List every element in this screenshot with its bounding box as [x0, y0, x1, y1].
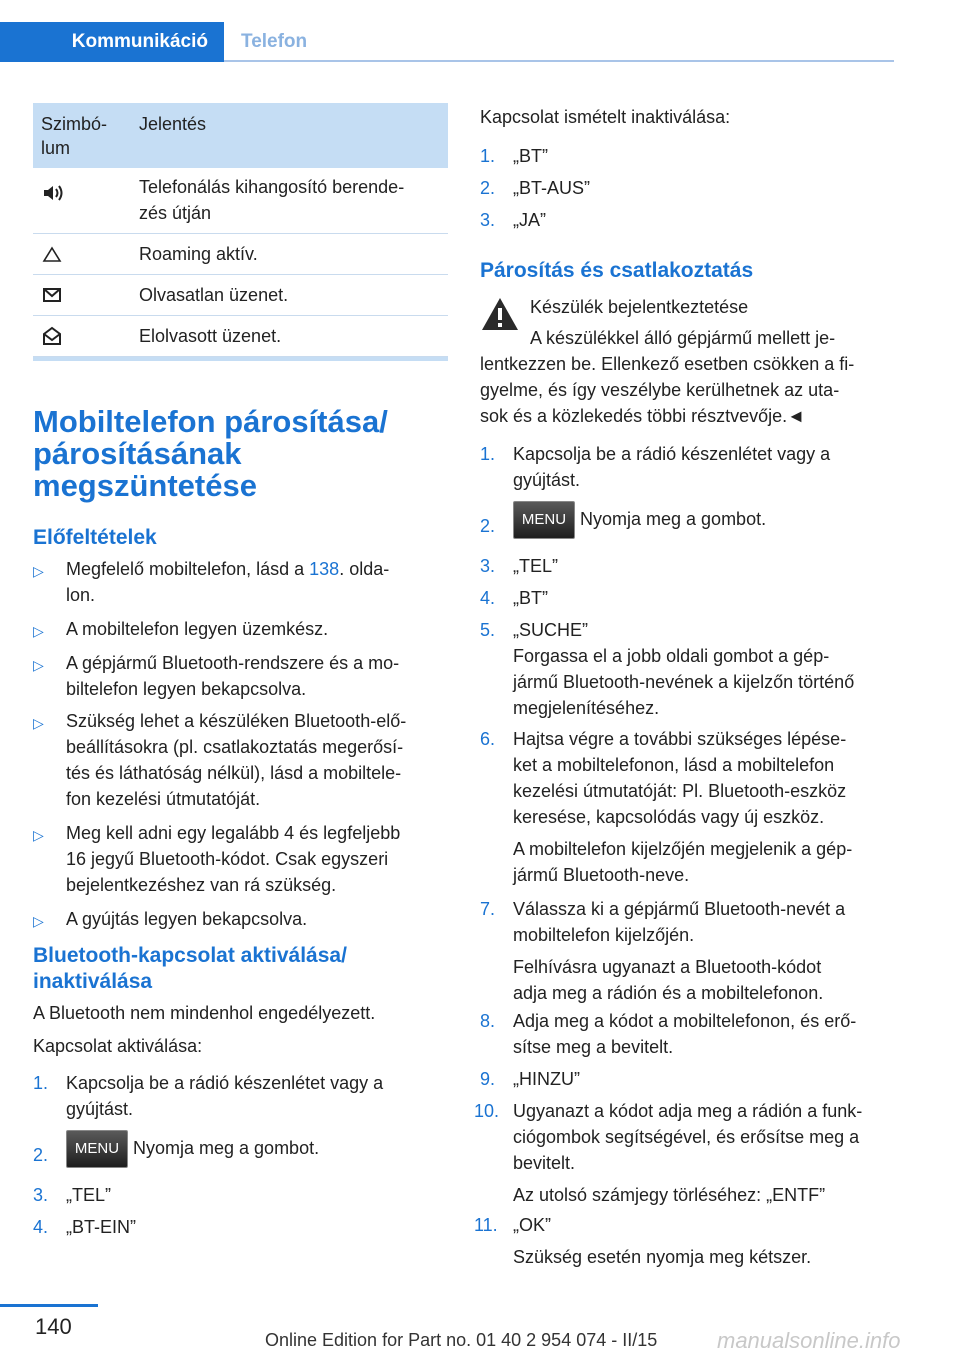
pairing-steps: [474, 441, 900, 1270]
bullet-icon: ▷: [33, 715, 44, 731]
symbol-meaning: Roaming aktív.: [139, 244, 258, 264]
list-item: 2. MENU Nyomja meg a gombot.: [33, 1130, 448, 1182]
list-item: ▷ A gyújtás legyen bekapcsolva.: [33, 906, 448, 936]
prereq-heading: Előfeltételek: [33, 526, 157, 549]
list-item: 4. „BT”: [480, 588, 548, 608]
header-divider: [224, 60, 894, 62]
page-number: 140: [35, 1314, 72, 1339]
activate-label: Kapcsolat aktiválása:: [33, 1036, 203, 1056]
footer-rule: [0, 1304, 98, 1307]
list-item: 9. „HINZU”: [480, 1069, 580, 1089]
table-row: [33, 316, 448, 357]
page-link[interactable]: 138: [309, 559, 340, 579]
list-item: 5. „SUCHE” Forgassa el a jobb oldali gombot a gép- jármű Bluetooth-nevének a kijelzőn történő megjelenítéséhez.: [480, 620, 855, 718]
warning-text: A készülékkel álló gépjármű mellett je- lentkezzen be. Ellenkező esetben csökken a fi- gyelme, és így veszélybe kerülhetnek az uta- sok és a közlekedés többi résztvevője.◄: [480, 328, 855, 426]
envelope-open-icon: [41, 325, 63, 347]
prereq-list: [33, 556, 448, 936]
list-item: 8. Adja meg a kódot a mobiltelefonon, és erő- sítse meg a bevitelt.: [480, 1011, 857, 1057]
bullet-icon: ▷: [33, 563, 44, 579]
tab-telefon[interactable]: Telefon: [241, 31, 308, 52]
menu-button[interactable]: MENU: [513, 501, 575, 539]
bullet-icon: ▷: [33, 827, 44, 843]
list-item: 1. Kapcsolja be a rádió készenlétet vagy a gyújtást.: [33, 1073, 384, 1119]
tab-kommunikacio[interactable]: Kommunikáció: [0, 22, 224, 62]
activate-steps: [33, 1070, 448, 1246]
deactivate-label: Kapcsolat ismételt inaktiválása:: [480, 107, 731, 127]
list-item: ▷ Megfelelő mobiltelefon, lásd a 138. olda- lon.: [33, 559, 390, 605]
menu-button[interactable]: MENU: [66, 1130, 128, 1168]
envelope-closed-icon: [41, 284, 63, 306]
list-item: 3. „TEL”: [480, 556, 558, 576]
symbol-table: [33, 103, 448, 361]
deactivate-steps: [480, 143, 895, 239]
table-row: [33, 168, 448, 234]
column-header-symbol: Szimbó- lum: [41, 114, 108, 158]
roaming-triangle-icon: [41, 243, 63, 265]
bt-note: A Bluetooth nem mindenhol engedélyezett.: [33, 1003, 376, 1023]
list-item: ▷ Szükség lehet a készüléken Bluetooth-elő- beállításokra (pl. csatlakoztatás megerősí- tés és láthatóság nélkül), lásd a mobiltele- fon kezelési útmutatóját.: [33, 711, 407, 809]
list-item: 2. „BT-AUS”: [480, 178, 591, 198]
bullet-icon: ▷: [33, 623, 44, 639]
speaker-icon: [41, 182, 63, 204]
list-item: 7. Válassza ki a gépjármű Bluetooth-nevét a mobiltelefon kijelzőjén. Felhívásra ugyanazt a Bluetooth-kódot adja meg a rádión és a mobiltelefonon.: [480, 899, 846, 1003]
bullet-icon: ▷: [33, 913, 44, 929]
watermark: manualsonline.info: [717, 1328, 901, 1353]
list-item: 10. Ugyanazt a kódot adja meg a rádión a funk- ciógombok segítségével, és erősítse meg a bevitelt. Az utolsó számjegy törléséhez: „ENTF”: [474, 1101, 863, 1205]
list-item: ▷ Meg kell adni egy legalább 4 és legfeljebb 16 jegyű Bluetooth-kódot. Csak egyszeri bejelentkezéshez van rá szükség.: [33, 823, 401, 895]
warning-title: Készülék bejelentkeztetése: [530, 297, 749, 317]
table-bottom-rule: [33, 357, 448, 361]
list-item: ▷ A gépjármű Bluetooth-rendszere és a mo- biltelefon legyen bekapcsolva.: [33, 653, 400, 699]
list-item: 1. Kapcsolja be a rádió készenlétet vagy a gyújtást.: [480, 444, 831, 490]
section-title: Mobiltelefon párosítása/ párosításának megszüntetése: [33, 404, 388, 503]
list-item: 3. „TEL”: [33, 1185, 111, 1205]
list-item: 4. „BT-EIN”: [33, 1217, 136, 1237]
list-item: 2. MENU Nyomja meg a gombot.: [480, 501, 900, 553]
list-item: 6. Hajtsa végre a további szükséges lépése- ket a mobiltelefonon, lásd a mobiltelefon kezelési útmutatóját: Pl. Bluetooth-eszköz keresése, kapcsolódás vagy új eszköz. A mobiltelefon kijelzőjén megjelenik a gép- jármű Bluetooth-neve.: [480, 729, 853, 885]
list-item: 3. „JA”: [480, 210, 546, 230]
symbol-meaning: Elolvasott üzenet.: [139, 326, 282, 346]
table-row: [33, 275, 448, 316]
table-row: [33, 234, 448, 275]
symbol-meaning: Telefonálás kihangosító berende- zés útján: [139, 177, 405, 223]
column-header-meaning: Jelentés: [139, 114, 207, 134]
list-item: 11. „OK” Szükség esetén nyomja meg kétszer.: [474, 1215, 812, 1267]
pairing-heading: Párosítás és csatlakoztatás: [480, 259, 754, 282]
list-item: 1. „BT”: [480, 146, 548, 166]
table-header: [33, 103, 448, 168]
list-item: ▷ A mobiltelefon legyen üzemkész.: [33, 616, 448, 650]
bullet-icon: ▷: [33, 657, 44, 673]
edition-note: Online Edition for Part no. 01 40 2 954 074 - II/15: [265, 1330, 658, 1350]
symbol-meaning: Olvasatlan üzenet.: [139, 285, 289, 305]
bt-heading: Bluetooth-kapcsolat aktiválása/ inaktiválása: [33, 944, 347, 993]
